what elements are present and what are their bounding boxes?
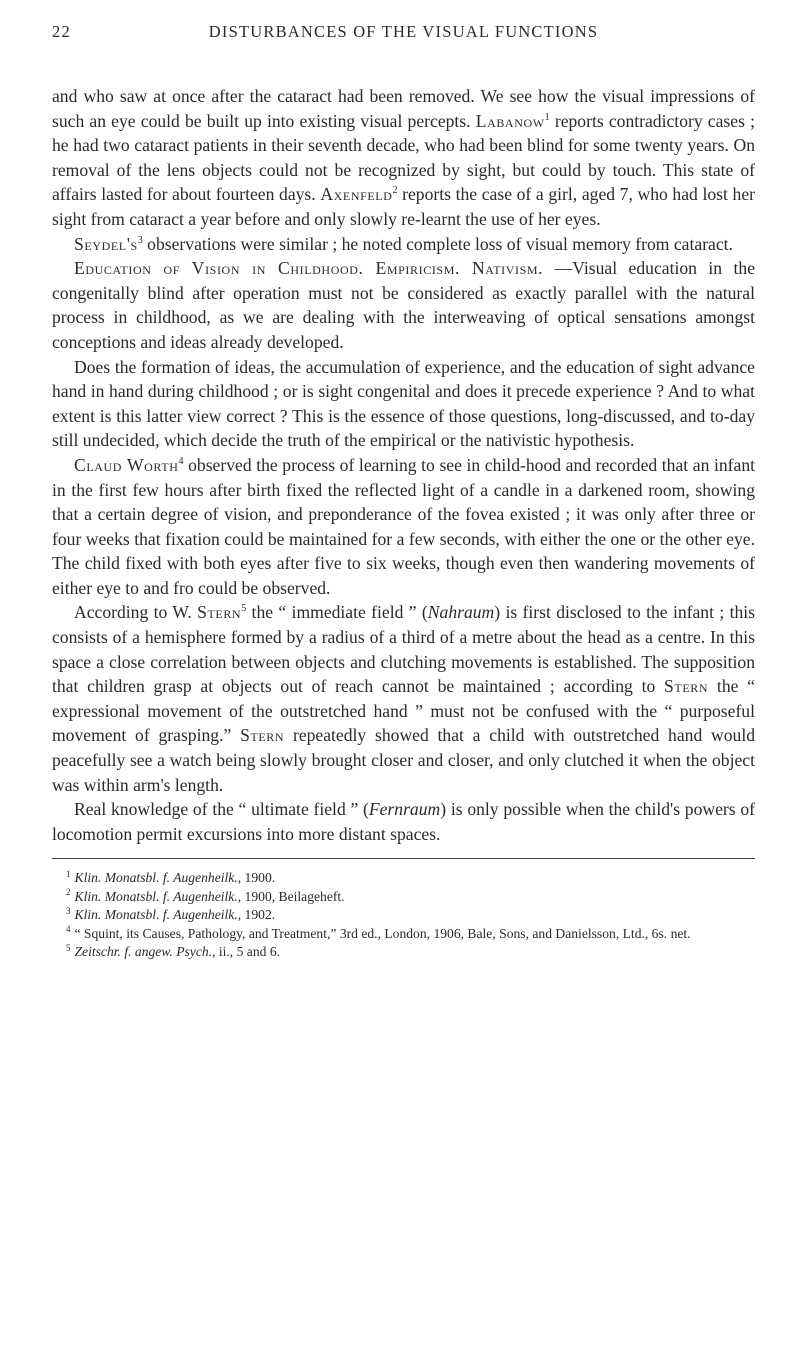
text-run: —Visual education in the congenitally blind after operation must not be considered as exactly parallel with the natural process in childhood, as we are dealing with the interweaving of optical sensations amongst conceptions and ideas already developed. <box>52 258 755 352</box>
author-name: Stern <box>240 725 285 746</box>
body-text <box>52 84 755 846</box>
text-run: , 1900. <box>237 870 276 886</box>
footnote-number: 1 <box>66 868 71 879</box>
author-name: Stern <box>197 602 242 623</box>
italic-text: Nahraum <box>427 602 495 623</box>
footnote <box>52 925 755 943</box>
paragraph <box>52 355 755 453</box>
footnote-number: 2 <box>66 887 71 898</box>
footnote <box>52 888 755 906</box>
book-page <box>52 14 755 961</box>
page-number: 22 <box>52 22 71 41</box>
footnote-ref: 5 <box>241 603 247 615</box>
footnote-ref: 2 <box>392 185 398 197</box>
footnote-ref: 4 <box>178 456 184 468</box>
text-run: “ Squint, its Causes, Pathology, and Treatment,” 3rd ed., London, 1906, Bale, Sons, and Danielsson, Ltd., 6s. net. <box>74 925 691 941</box>
footnote-ref: 3 <box>137 234 143 246</box>
paragraph <box>52 600 755 797</box>
italic-text: Klin. Monatsbl. f. Augenheilk. <box>74 870 238 886</box>
author-name: Stern <box>664 676 709 697</box>
footnote-ref: 1 <box>544 111 550 123</box>
italic-text: Klin. Monatsbl. f. Augenheilk. <box>74 888 238 904</box>
text-run: reports the case of a girl, aged 7, who had lost her sight from cataract a year before and only slowly re-learnt the use of her eyes. <box>52 184 755 229</box>
footnote-divider <box>52 858 755 859</box>
paragraph <box>52 256 755 354</box>
footnotes <box>52 869 755 961</box>
footnote-number: 4 <box>66 924 71 935</box>
author-name: Claud Worth <box>74 454 179 475</box>
footnote-number: 3 <box>66 905 71 916</box>
running-title: DISTURBANCES OF THE VISUAL FUNCTIONS <box>208 22 599 41</box>
paragraph <box>52 232 755 257</box>
text-run: , 1902. <box>237 907 276 923</box>
footnote-number: 5 <box>66 942 71 953</box>
text-run: reports contradictory cases ; he had two cataract patients in their seventh decade, who had been blind for some twenty years. On removal of the lens objects could not be recognized by sight, but could by touch. This state of affairs lasted for about fourteen days. <box>52 110 755 205</box>
text-run: and who saw at once after the cataract had been removed. We see how the visual impressions of such an eye could be built up into existing visual percepts. <box>52 86 755 131</box>
text-run: Real knowledge of the “ ultimate field ” ( <box>74 799 369 820</box>
italic-text: Fernraum <box>368 799 441 820</box>
text-run: ) is first disclosed to the infant ; this consists of a hemisphere formed by a radius of a third of a metre about the head as a centre. In this space a close correlation between objects and clutching movements is established. The supposition that children grasp at objects out of reach cannot be maintained ; according to <box>52 602 756 697</box>
text-run: the “ immediate field ” ( <box>246 602 428 623</box>
author-name: Seydel's <box>74 233 138 254</box>
text-run: observed the process of learning to see in child-hood and recorded that an infant in the first few hours after birth fixed the reflected light of a candle in a darkened room, showing that a certain degree of vision, and preponderance of the fovea existed ; it was only after three or four weeks that fixation could be maintained for a few seconds, with either the one or the other eye. The child fixed with both eyes after five to six weeks, though even then wandering movements of either eye to and fro could be observed. <box>52 454 755 598</box>
text-run: observations were similar ; he noted complete loss of visual memory from cataract. <box>142 233 733 254</box>
text-run: the “ expressional movement of the outstretched hand ” must not be confused with the “ purposeful movement of grasping.” <box>52 676 755 746</box>
author-name: Education of Vision in Childhood. Empiricism. Nativism. <box>74 258 544 279</box>
text-run: repeatedly showed that a child with outstretched hand would peacefully see a watch being slowly brought closer and closer, and only clutched it when the object was within arm's length. <box>52 725 756 795</box>
paragraph <box>52 797 755 846</box>
running-head <box>52 14 755 54</box>
footnote <box>52 943 755 961</box>
italic-text: Klin. Monatsbl. f. Augenheilk. <box>74 907 238 923</box>
footnote <box>52 869 755 887</box>
footnote <box>52 906 755 924</box>
paragraph <box>52 453 755 601</box>
text-run: , ii., 5 and 6. <box>212 944 281 960</box>
text-run: , 1900, Beilageheft. <box>237 888 345 904</box>
text-run: ) is only possible when the child's powers of locomotion permit excursions into more distant spaces. <box>52 799 755 844</box>
paragraph <box>52 84 755 232</box>
author-name: Axenfeld <box>320 184 393 205</box>
text-run: According to W. <box>74 602 198 623</box>
italic-text: Zeitschr. f. angew. Psych. <box>74 944 213 960</box>
author-name: Labanow <box>475 110 545 131</box>
text-run: Does the formation of ideas, the accumulation of experience, and the education of sight advance hand in hand during childhood ; or is sight congenital and does it precede experience ? And to what extent is this latter view correct ? This is the essence of those questions, long-discussed, and to-day still undecided, which decide the truth of the empirical or the nativistic hypothesis. <box>52 356 755 451</box>
